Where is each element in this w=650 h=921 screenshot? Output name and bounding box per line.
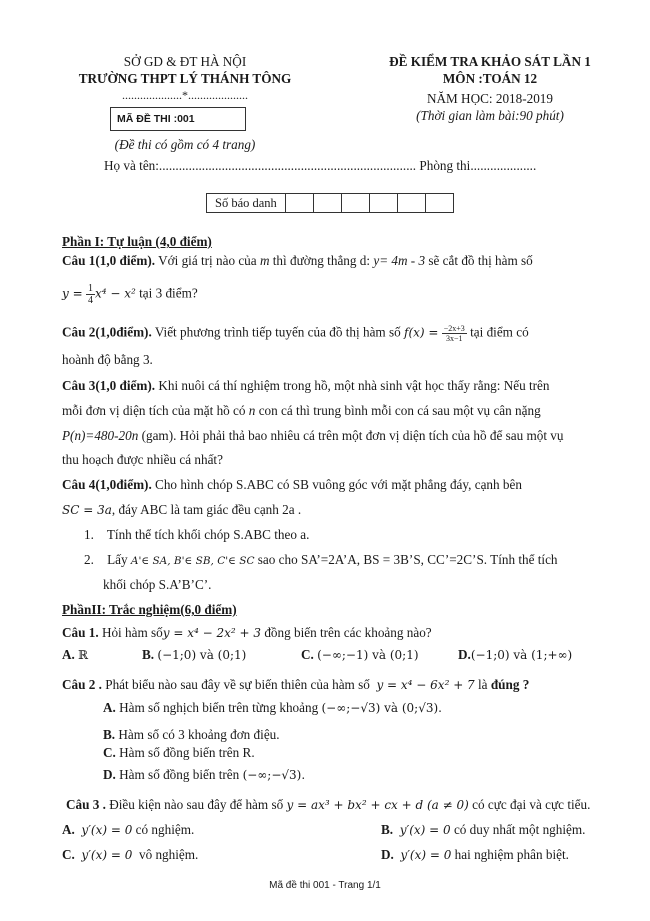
part2-title: PhầnII: Trắc nghiệm(6,0 điểm) [62, 602, 237, 617]
question-label: Câu 1(1,0 điểm). [62, 253, 156, 268]
question-label: Câu 3(1,0 điểm). [62, 378, 156, 393]
part2-q3-option-c: C. y′(x) = 0 vô nghiệm. [62, 847, 199, 862]
part2-q3-option-b: B. y′(x) = 0 có duy nhất một nghiệm. [381, 822, 586, 837]
candidate-number-cell [341, 194, 369, 213]
question-label: Câu 2 . [62, 677, 102, 692]
part1-q3-line3: P(n)=480-20n (gam). Hỏi phải thả bao nhiêu cá trên một đơn vị diện tích của hồ để sau một vụ [62, 428, 564, 443]
school-name: TRƯỜNG THPT LÝ THÁNH TÔNG [78, 71, 292, 86]
part1-q4-line2: SC = 3a, đáy ABC là tam giác đều cạnh 2a . [62, 502, 302, 517]
time-limit: (Thời gian làm bài:90 phút) [416, 108, 564, 123]
part1-q4-sub2-line2: khối chóp S.A’B’C’. [103, 577, 212, 592]
part2-q1-option-d: D.(−1;0) và (1;+∞) [458, 647, 573, 662]
candidate-number-cell [369, 194, 397, 213]
part1-q2-line2: hoành độ bằng 3. [62, 352, 153, 367]
exam-code: MÃ ĐỀ THI :001 [117, 113, 195, 125]
pages-note: (Đề thi có gồm có 4 trang) [114, 137, 256, 152]
candidate-number-cell [425, 194, 453, 213]
part1-q4-sub1: 1. Tính thể tích khối chóp S.ABC theo a. [84, 527, 310, 542]
fraction: $\frac{-2x+3}{3x-1}$ [443, 324, 465, 343]
part1-q1-line1: Câu 1(1,0 điểm). Với giá trị nào của m thì đường thẳng d: y= 4m - 3 sẽ cắt đồ thị hàm số [62, 253, 533, 268]
part2-q2-option-b: B. Hàm số có 3 khoảng đơn điệu. [103, 727, 280, 742]
header-divider: ....................*.................... [122, 88, 248, 102]
part2-q2-option-a: A. Hàm số nghịch biến trên từng khoảng (−∞;−√3) và (0;√3). [103, 700, 442, 715]
question-label: Câu 1. [62, 625, 99, 640]
exam-code-box [110, 107, 246, 131]
candidate-number-cell [285, 194, 313, 213]
question-label: Câu 2(1,0điểm). [62, 324, 152, 340]
name-room-line: Họ và tên:.............................................................................. Phòng thi.................... [104, 158, 537, 173]
part2-q1-option-a: A. ℝ [62, 647, 89, 662]
part2-q3-option-d: D. y′(x) = 0 hai nghiệm phân biệt. [381, 847, 569, 862]
part1-q4-line1: Câu 4(1,0điểm). Cho hình chóp S.ABC có SB vuông góc với mặt phẳng đáy, cạnh bên [62, 477, 522, 492]
part2-q1: Câu 1. Hỏi hàm sốy = x⁴ − 2x² + 3 đồng biến trên các khoảng nào? [62, 625, 432, 640]
part1-q2-line1: Câu 2(1,0điểm). Viết phương trình tiếp tuyến của đồ thị hàm số f(x) = $\frac{-2x+3}{3x-1}$ tại điểm có [62, 324, 529, 343]
department-name: SỞ GD & ĐT HÀ NỘI [123, 54, 247, 69]
part2-q1-option-b: B. (−1;0) và (0;1) [142, 647, 247, 662]
school-year: NĂM HỌC: 2018-2019 [426, 91, 553, 106]
part1-q1-line2: y = $\frac{1}{4}$ x⁴ − x² tại 3 điểm? [62, 283, 198, 306]
part2-q3-option-a: A. y′(x) = 0 có nghiệm. [62, 822, 195, 837]
fraction: $\frac{1}{4}$ [87, 283, 93, 306]
candidate-number-table [206, 193, 454, 213]
part2-q2-option-d: D. Hàm số đồng biến trên (−∞;−√3). [103, 767, 306, 782]
exam-title: ĐỀ KIỂM TRA KHẢO SÁT LẦN 1 [389, 54, 591, 69]
part2-q1-option-c: C. (−∞;−1) và (0;1) [301, 647, 419, 662]
question-label: Câu 3 . [66, 797, 106, 812]
candidate-number-cell [313, 194, 341, 213]
part1-q3-line2: mỗi đơn vị diện tích của mặt hồ có n con cá thì trung bình mỗi con cá sau một vụ cân nặng [62, 403, 541, 418]
part1-q3-line4: thu hoạch được nhiều cá nhất? [62, 452, 223, 467]
question-label: Câu 4(1,0điểm). [62, 477, 152, 492]
part2-q3: Câu 3 . Điều kiện nào sau đây để hàm số y = ax³ + bx² + cx + d (a ≠ 0) có cực đại và cực tiểu. [66, 797, 591, 812]
part1-title: Phần I: Tự luận (4,0 điểm) [62, 234, 212, 249]
page-footer: Mã đề thi 001 - Trang 1/1 [269, 880, 381, 891]
part2-q2: Câu 2 . Phát biểu nào sau đây về sự biến thiên của hàm số y = x⁴ − 6x² + 7 là đúng ? [62, 677, 530, 692]
candidate-number-cell [397, 194, 425, 213]
part1-q4-sub2: 2. Lấy A'∈ SA, B'∈ SB, C'∈ SC sao cho SA’=2A’A, BS = 3B’S, CC’=2C’S. Tính thể tích [84, 552, 558, 567]
part2-q2-option-c: C. Hàm số đồng biến trên R. [103, 745, 255, 760]
candidate-number-label: Số báo danh [207, 194, 286, 213]
part1-q3-line1: Câu 3(1,0 điểm). Khi nuôi cá thí nghiệm trong hồ, một nhà sinh vật học thấy rằng: Nếu trên [62, 378, 550, 393]
subject: MÔN :TOÁN 12 [442, 71, 538, 86]
